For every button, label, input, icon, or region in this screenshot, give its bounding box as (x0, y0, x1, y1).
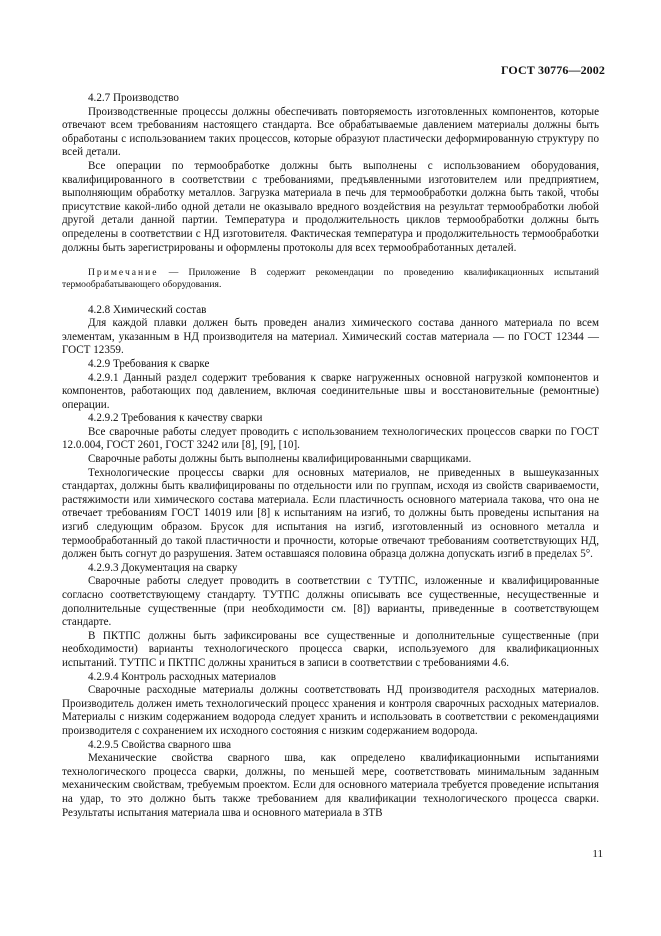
section-4-2-9-3-title: 4.2.9.3 Документация на сварку (88, 561, 238, 574)
section-4-2-9-3-paragraph-2: В ПКТПС должны быть зафиксированы все существенные и дополнительные существенные (при необходимости) варианты технологического процесса сварки, используемого для квалификационных испытаний. ТУТПС и ПКТПС должны храниться в записи в соответствии с требованиями 4.6. (62, 629, 599, 669)
section-4-2-8-paragraph-1: Для каждой плавки должен быть проведен анализ химического состава данного материала по всем элементам, указанным в НД производителя на материал. Химический состав материала — по ГОСТ 12344 — ГОСТ 12359. (62, 317, 599, 357)
section-4-2-9-2-title: 4.2.9.2 Требования к качеству сварки (88, 412, 263, 425)
section-4-2-7-paragraph-2: Все операции по термообработке должны быть выполнены с использованием оборудования, квалифицированного в соответствии с требованиями, предъявленными изготовителем или предприятием, выполняющим обработку металлов. Загрузка материала в печь для термообработки должна быть такой, чтобы присутствие какой-либо одной детали не оказывало вредного воздействия на результат термообработки любой другой детали данной партии. Температура и продолжительность циклов термообработки должны быть определены в соответствии с НД изготовителя. Фактическая температура и продолжительность термообработки должны быть зарегистрированы и оформлены протоколы для всех термообработанных деталей. (62, 159, 599, 254)
note (62, 267, 599, 291)
section-4-2-9-5-title: 4.2.9.5 Свойства сварного шва (88, 738, 232, 751)
section-4-2-7-title: 4.2.7 Производство (88, 92, 179, 104)
standard-header: ГОСТ 30776—2002 (501, 63, 605, 77)
page-number: 11 (592, 848, 603, 860)
section-4-2-9-2-paragraph-1: Все сварочные работы следует проводить с использованием технологических процессов сварки по ГОСТ 12.0.004, ГОСТ 2601, ГОСТ 3242 или [8], [9], [10]. (62, 425, 599, 452)
section-4-2-8-title: 4.2.8 Химический состав (88, 303, 207, 316)
section-4-2-9-5-paragraph-1: Механические свойства сварного шва, как определено квалификационными испытаниями технологического процесса сварки, должны, по меньшей мере, соответствовать минимальным заданным механическим свойствам, требуемым проектом. Если для основного материала требуется проведение испытания на удар, то это должно быть также требованием для квалификации технологического процесса сварки. Результаты испытания материала шва и основного материала в ЗТВ (62, 752, 599, 819)
document-body (62, 92, 599, 820)
section-4-2-9-1-paragraph: 4.2.9.1 Данный раздел содержит требования к сварке нагруженных основной нагрузкой компонентов и компонентов, работающих под давлением, включая соединительные швы и восстановительные (ремонтные) операции. (62, 371, 599, 411)
note-label: Примечание (88, 267, 159, 279)
section-4-2-9-3-paragraph-1: Сварочные работы следует проводить в соответствии с ТУТПС, изложенные и квалифицированные согласно соответствующему стандарту. ТУТПС должны описывать все существенные, несущественные и дополнительные существенные (при необходимости см. [8]) варианты, приведенные в соответствующем стандарте. (62, 575, 599, 629)
section-4-2-9-4-title: 4.2.9.4 Контроль расходных материалов (88, 670, 277, 683)
section-4-2-7-paragraph-1: Производственные процессы должны обеспечивать повторяемость изготовленных компонентов, которые отвечают всем требованиям настоящего стандарта. Все обрабатываемые давлением материалы должны быть обработаны с использованием таких процессов, которые образуют пластически деформированную структуру по всей детали. (62, 105, 599, 159)
note-text: — Приложение В содержит рекомендации по проведению квалификационных испытаний термообрабатывающего оборудования. (62, 267, 599, 291)
section-4-2-9-2-paragraph-2: Сварочные работы должны быть выполнены квалифицированными сварщиками. (88, 453, 472, 466)
section-4-2-9-2-paragraph-3: Технологические процессы сварки для основных материалов, не приведенных в вышеуказанных стандартах, должны быть квалифицированы по отдельности или по группам, исходя из свойств свариваемости, растяжимости или химического состава материала. Если пластичность основного материала такова, что она не отвечает требованиям ГОСТ 14019 или [8] к испытаниям на изгиб, то должны быть проведены испытания на изгиб следующим образом. Брусок для испытания на изгиб, изготовленный из основного металла и термообработанный до такой пластичности и прочности, которые отвечают требованиям соответствующих НД, должен быть согнут до разрушения. Затем оставшаяся половина образца должна допускать изгиб в пределах 5°. (62, 466, 599, 561)
section-4-2-9-4-paragraph-1: Сварочные расходные материалы должны соответствовать НД производителя расходных материалов. Производитель должен иметь технологический процесс хранения и контроля сварочных расходных материалов. Материалы с низким содержанием водорода следует хранить и использовать в соответствии с рекомендациями производителя с сохранением их исходного состояния с низким содержанием водорода. (62, 684, 599, 737)
section-4-2-9-title: 4.2.9 Требования к сварке (88, 357, 210, 370)
